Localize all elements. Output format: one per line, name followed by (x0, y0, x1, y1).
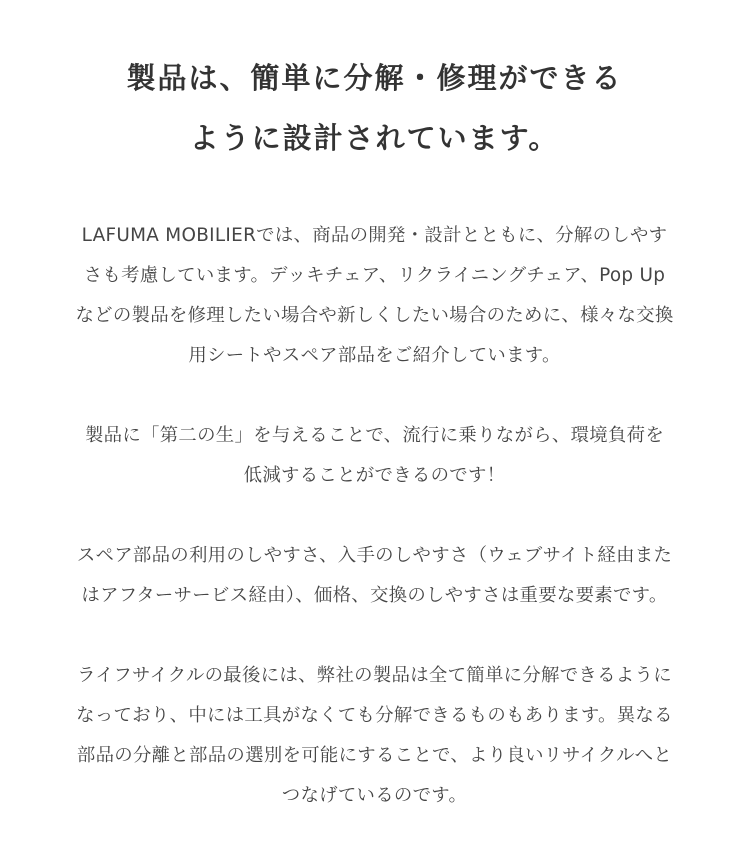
paragraph-line: ライフサイクルの最後には、弊社の製品は全て簡単に分解できるように (77, 665, 672, 686)
page-title-line-2: ように設計されています。 (189, 121, 560, 155)
paragraph-line: スペア部品の利用のしやすさ、入手のしやすさ（ウェブサイト経由また (76, 545, 673, 566)
paragraph-line: 部品の分離と部品の選別を可能にすることで、より良いリサイクルへと (76, 745, 673, 766)
paragraph-line: LAFUMA MOBILIERでは、商品の開発・設計とともに、分解のしやす (81, 225, 668, 246)
paragraph-line: はアフターサービス経由）、価格、交換のしやすさは重要な要素です。 (81, 585, 668, 606)
page-title-line-1: 製品は、簡単に分解・修理ができる (126, 61, 623, 95)
paragraph-line: なっており、中には工具がなくても分解できるものもあります。異なる (76, 705, 673, 726)
paragraph-line: 製品に「第二の生」を与えることで、流行に乗りながら、環境負荷を (84, 425, 665, 446)
paragraph-line: などの製品を修理したい場合や新しくしたい場合のために、様々な交換 (75, 305, 674, 326)
paragraph-line: さも考慮しています。デッキチェア、リクライニングチェア、Pop Up (83, 265, 666, 286)
paragraph-line: 低減することができるのです！ (243, 465, 506, 486)
paragraph-line: 用シートやスペア部品をご紹介しています。 (188, 345, 561, 366)
paragraph-line: つなげているのです。 (281, 785, 468, 806)
